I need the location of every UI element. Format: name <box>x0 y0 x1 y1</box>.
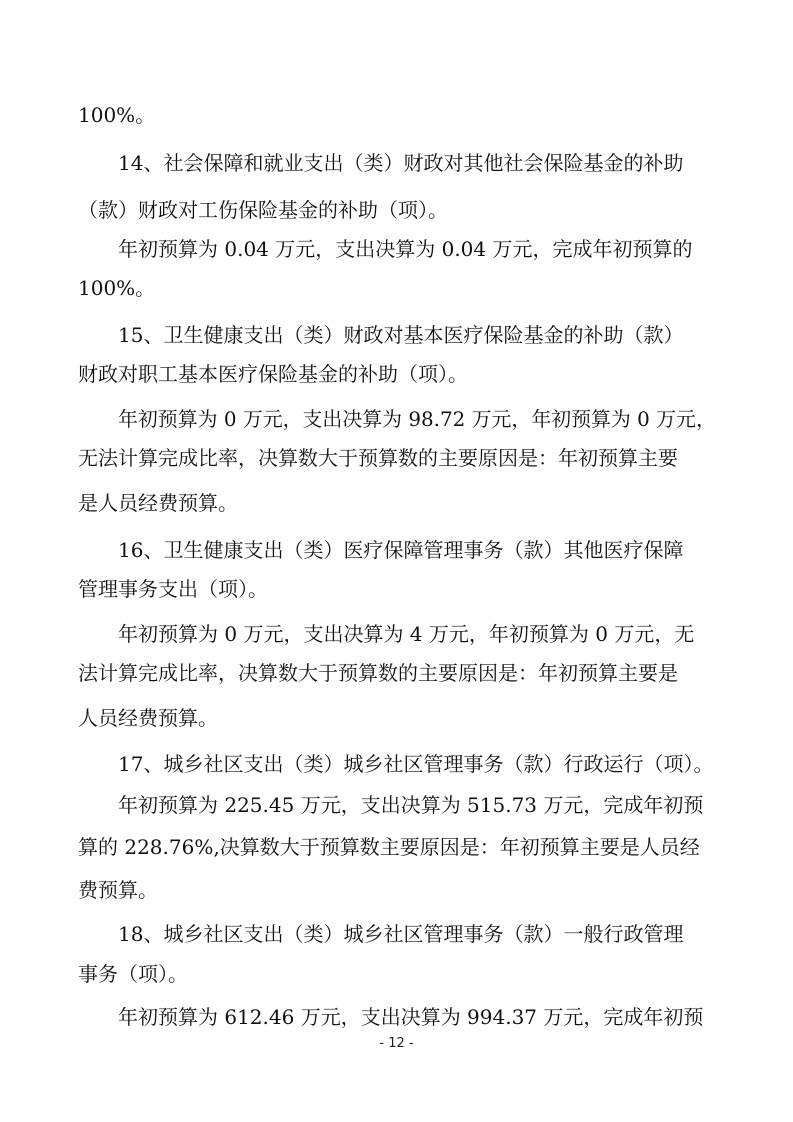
item-15-body-line-1: 年初预算为 0 万元，支出决算为 98.72 万元，年初预算为 0 万元， <box>118 407 716 431</box>
item-16-body-line-2: 法计算完成比率，决算数大于预算数的主要原因是：年初预算主要是 <box>78 661 678 685</box>
item-14-heading-line-1: 14、社会保障和就业支出（类）财政对其他社会保险基金的补助 <box>118 151 684 175</box>
item-14-body-line-2: 100%。 <box>78 276 156 300</box>
item-17-body-line-3: 费预算。 <box>78 878 158 902</box>
item-15-body-line-2: 无法计算完成比率，决算数大于预算数的主要原因是：年初预算主要 <box>78 446 678 470</box>
item-17-heading: 17、城乡社区支出（类）城乡社区管理事务（款）行政运行（项）。 <box>118 752 714 776</box>
text-line: 100%。 <box>78 103 156 127</box>
item-16-heading-line-2: 管理事务支出（项）。 <box>78 577 268 601</box>
item-16-body-line-1: 年初预算为 0 万元，支出决算为 4 万元，年初预算为 0 万元，无 <box>118 622 695 646</box>
page-number: - 12 - <box>379 1036 414 1051</box>
item-15-body-line-3: 是人员经费预算。 <box>78 491 238 515</box>
item-14-body-line-1: 年初预算为 0.04 万元，支出决算为 0.04 万元，完成年初预算的 <box>118 237 693 261</box>
item-16-body-line-3: 人员经费预算。 <box>78 706 218 730</box>
item-18-heading-line-2: 事务（项）。 <box>78 962 188 986</box>
item-16-heading-line-1: 16、卫生健康支出（类）医疗保障管理事务（款）其他医疗保障 <box>118 538 684 562</box>
item-17-body-line-1: 年初预算为 225.45 万元，支出决算为 515.73 万元，完成年初预 <box>118 793 704 817</box>
item-17-body-line-2: 算的 228.76%,决算数大于预算数主要原因是：年初预算主要是人员经 <box>78 835 700 859</box>
item-15-heading-line-2: 财政对职工基本医疗保险基金的补助（项）。 <box>78 362 468 386</box>
item-18-heading-line-1: 18、城乡社区支出（类）城乡社区管理事务（款）一般行政管理 <box>118 922 684 946</box>
item-15-heading-line-1: 15、卫生健康支出（类）财政对基本医疗保险基金的补助（款） <box>118 323 684 347</box>
item-18-body-line-1: 年初预算为 612.46 万元，支出决算为 994.37 万元，完成年初预 <box>118 1005 704 1029</box>
item-14-heading-line-2: （款）财政对工伤保险基金的补助（项）。 <box>78 198 448 222</box>
